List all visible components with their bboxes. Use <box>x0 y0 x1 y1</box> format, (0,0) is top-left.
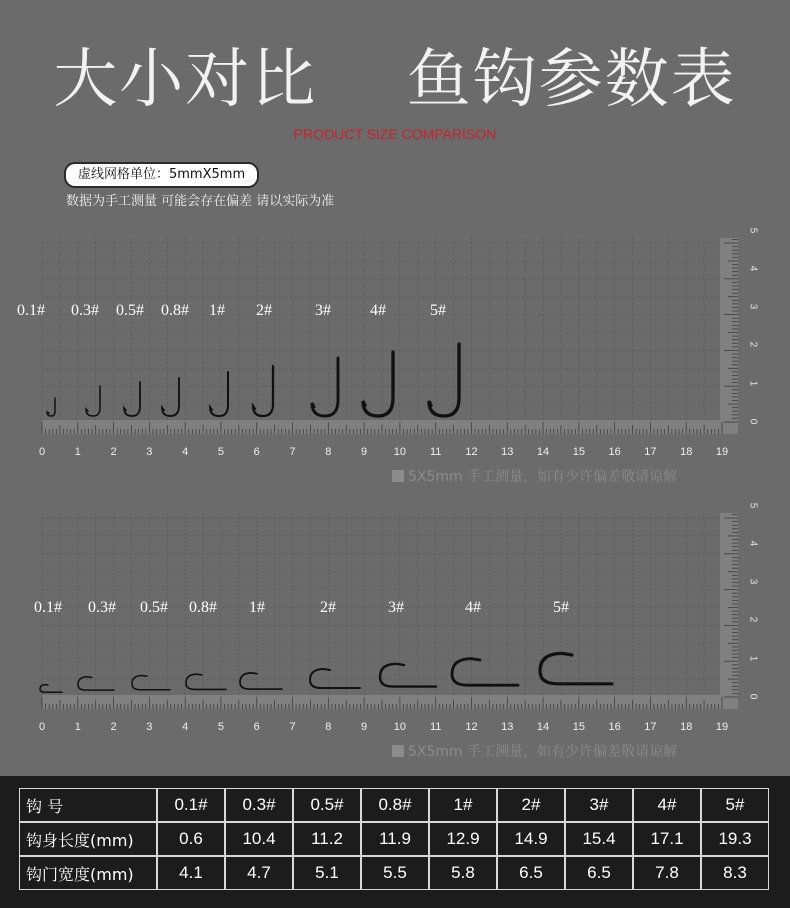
hook-vertical <box>210 372 228 416</box>
table-cell: 5.1 <box>293 856 361 890</box>
axis-tick-label: 1 <box>747 380 759 386</box>
hook-horizontal <box>380 664 436 687</box>
axis-tick-label: 17 <box>644 446 657 458</box>
hook-vertical <box>312 358 338 416</box>
axis-tick-label: 9 <box>361 721 368 733</box>
page-subtitle: PRODUCT SIZE COMPARISON <box>293 126 497 142</box>
watermark-text: 5X5mm 手工测量，如有少许偏差敬请谅解 <box>408 744 678 760</box>
axis-tick-label: 13 <box>501 446 514 458</box>
axis-tick-label: 3 <box>747 303 759 310</box>
square-icon <box>392 470 404 482</box>
axis-tick-label: 2 <box>747 617 759 623</box>
table-cell: 6.5 <box>565 856 633 890</box>
ruler-bottom <box>42 695 738 709</box>
size-cell: 5# <box>701 788 769 822</box>
hook-size-label: 4# <box>465 599 481 616</box>
axis-tick-label: 1 <box>74 721 81 733</box>
hook-size-label: 5# <box>430 302 446 319</box>
hook-horizontal <box>186 674 226 689</box>
table-header-row <box>19 788 769 822</box>
axis-tick-label: 5 <box>217 721 224 733</box>
axis-tick-label: 0 <box>38 721 46 733</box>
ruler-right <box>720 513 738 697</box>
axis-tick-label: 19 <box>715 721 729 733</box>
hook-vertical <box>253 366 273 416</box>
axis-tick-label: 13 <box>501 721 514 733</box>
hook-vertical <box>124 382 140 416</box>
table-cell: 4.7 <box>225 856 293 890</box>
ruler-bottom <box>42 420 738 434</box>
axis-tick-label: 0 <box>747 693 759 700</box>
page-title: 大小对比 鱼钩参数表 <box>53 43 737 117</box>
row-label: 钩身长度(mm) <box>19 822 157 856</box>
axis-tick-label: 3 <box>747 578 759 585</box>
size-header: 钩 号 <box>19 788 157 822</box>
axis-tick-label: 15 <box>572 721 585 733</box>
axis-tick-label: 4 <box>747 540 759 547</box>
table-row <box>19 822 769 856</box>
table-cell: 11.2 <box>293 822 361 856</box>
table-cell: 19.3 <box>701 822 769 856</box>
axis-tick-label: 7 <box>289 721 296 733</box>
axis-tick-label: 8 <box>325 446 332 458</box>
axis-tick-label: 14 <box>536 721 550 733</box>
axis-tick-label: 18 <box>680 721 693 733</box>
table-cell: 7.8 <box>633 856 701 890</box>
axis-tick-label: 4 <box>747 265 759 272</box>
hook-size-label: 3# <box>315 302 331 319</box>
hook-size-label: 4# <box>370 302 386 319</box>
size-cell: 1# <box>429 788 497 822</box>
size-cell: 3# <box>565 788 633 822</box>
hook-vertical <box>363 352 393 416</box>
axis-tick-label: 16 <box>608 721 621 733</box>
hook-size-label: 2# <box>256 302 272 319</box>
axis-tick-label: 7 <box>289 446 296 458</box>
axis-tick-label: 3 <box>146 446 153 458</box>
table-cell: 12.9 <box>429 822 497 856</box>
hook-horizontal <box>310 669 360 688</box>
axis-tick-label: 12 <box>465 446 478 458</box>
size-cell: 2# <box>497 788 565 822</box>
axis-tick-label: 12 <box>465 721 478 733</box>
size-cell: 0.3# <box>225 788 293 822</box>
table-cell: 5.8 <box>429 856 497 890</box>
table-cell: 5.5 <box>361 856 429 890</box>
axis-tick-label: 15 <box>572 446 585 458</box>
hook-horizontal <box>132 676 170 690</box>
hook-size-label: 0.3# <box>71 302 99 319</box>
axis-tick-label: 1 <box>74 446 81 458</box>
axis-tick-label: 0 <box>38 446 46 458</box>
hook-size-label: 1# <box>249 599 265 616</box>
hook-size-label: 0.8# <box>161 302 189 319</box>
axis-tick-label: 19 <box>715 446 729 458</box>
axis-tick-label: 5 <box>747 227 759 233</box>
size-cell: 4# <box>633 788 701 822</box>
spec-table-panel <box>0 776 790 908</box>
axis-tick-label: 11 <box>429 446 442 458</box>
hook-horizontal <box>240 673 282 689</box>
axis-tick-label: 10 <box>393 446 407 458</box>
hook-size-label: 3# <box>388 599 404 616</box>
axis-tick-label: 9 <box>361 446 368 458</box>
table-cell: 0.6 <box>157 822 225 856</box>
axis-tick-label: 2 <box>747 342 759 348</box>
table-cell: 11.9 <box>361 822 429 856</box>
table-cell: 8.3 <box>701 856 769 890</box>
hook-size-label: 1# <box>209 302 225 319</box>
hook-vertical <box>86 386 100 416</box>
ruler-right <box>720 238 738 422</box>
axis-tick-label: 5 <box>217 446 224 458</box>
hook-size-label: 5# <box>553 599 569 616</box>
size-cell: 0.1# <box>157 788 225 822</box>
hook-size-label: 2# <box>320 599 336 616</box>
hook-horizontal <box>40 685 62 693</box>
table-cell: 6.5 <box>497 856 565 890</box>
hook-size-label: 0.1# <box>34 599 62 616</box>
hook-size-label: 0.8# <box>189 599 217 616</box>
size-cell: 0.8# <box>361 788 429 822</box>
axis-tick-label: 4 <box>182 446 189 458</box>
table-row <box>19 856 769 890</box>
measure-note: 数据为手工测量 可能会存在偏差 请以实际为准 <box>66 194 335 209</box>
axis-tick-label: 18 <box>680 446 693 458</box>
vertical-hook-chart <box>0 227 790 490</box>
row-label: 钩门宽度(mm) <box>19 856 157 890</box>
watermark <box>392 741 677 761</box>
axis-tick-label: 0 <box>747 418 759 425</box>
axis-tick-label: 2 <box>110 721 117 733</box>
axis-tick-label: 6 <box>253 446 260 458</box>
table-cell: 10.4 <box>225 822 293 856</box>
axis-tick-label: 16 <box>608 446 621 458</box>
axis-tick-label: 1 <box>747 655 759 661</box>
hook-vertical <box>47 398 55 416</box>
axis-tick-label: 8 <box>325 721 332 733</box>
hook-size-label: 0.5# <box>140 599 168 616</box>
axis-tick-label: 5 <box>747 502 759 508</box>
table-cell: 4.1 <box>157 856 225 890</box>
hook-size-label: 0.1# <box>17 302 45 319</box>
hook-size-label: 0.3# <box>88 599 116 616</box>
size-cell: 0.5# <box>293 788 361 822</box>
watermark <box>392 466 677 486</box>
watermark-text: 5X5mm 手工测量，如有少许偏差敬请谅解 <box>408 469 678 485</box>
axis-tick-label: 4 <box>182 721 189 733</box>
grid-unit-badge: 虚线网格单位：5mmX5mm <box>64 162 259 188</box>
hook-vertical <box>429 344 459 416</box>
spec-table <box>19 788 769 890</box>
axis-tick-label: 2 <box>110 446 117 458</box>
hook-horizontal <box>452 659 518 686</box>
axis-tick-label: 10 <box>393 721 407 733</box>
table-cell: 17.1 <box>633 822 701 856</box>
axis-tick-label: 14 <box>536 446 550 458</box>
axis-tick-label: 11 <box>429 721 442 733</box>
axis-tick-label: 17 <box>644 721 657 733</box>
hook-size-label: 0.5# <box>116 302 144 319</box>
axis-tick-label: 6 <box>253 721 260 733</box>
axis-tick-label: 3 <box>146 721 153 733</box>
hook-vertical <box>162 378 179 416</box>
horizontal-hook-chart <box>0 502 790 765</box>
table-cell: 15.4 <box>565 822 633 856</box>
table-cell: 14.9 <box>497 822 565 856</box>
square-icon <box>392 745 404 757</box>
